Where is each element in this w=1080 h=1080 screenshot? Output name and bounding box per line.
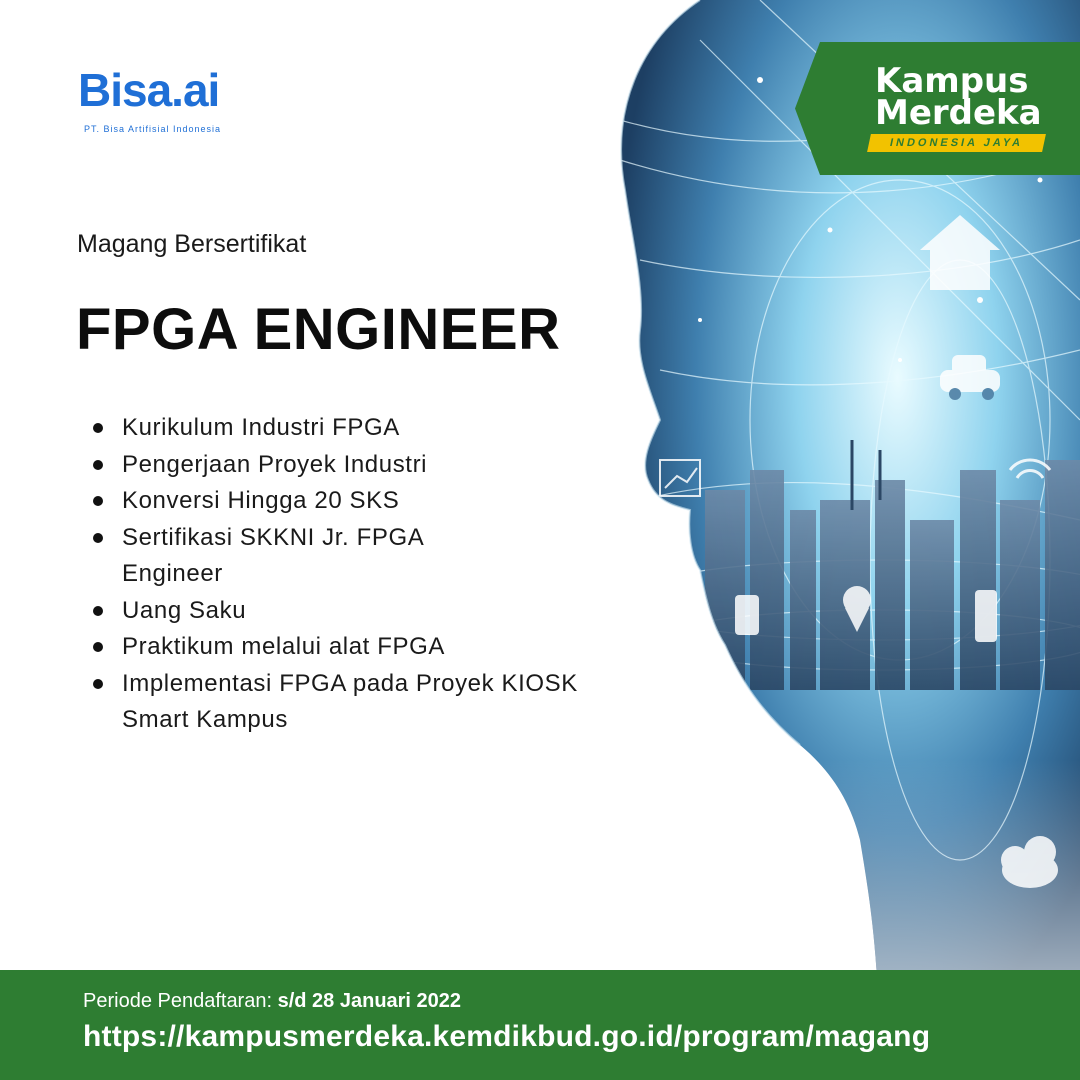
benefit-text: Uang Saku	[122, 596, 247, 624]
bullet-icon	[93, 460, 103, 470]
registration-period	[83, 990, 461, 1013]
benefit-item	[93, 629, 613, 666]
badge-ribbon: INDONESIA JAYA	[867, 134, 1046, 152]
period-value: s/d 28 Januari 2022	[277, 990, 462, 1012]
logo-wordmark: Bisa.ai	[78, 64, 220, 116]
bullet-icon	[93, 606, 103, 616]
badge-line-kampus: Kampus	[875, 61, 1029, 101]
benefit-item	[93, 593, 613, 630]
footer-bar	[0, 970, 1080, 1080]
bullet-icon	[93, 496, 103, 506]
program-kicker: Magang Bersertifikat	[77, 230, 307, 258]
badge-line-merdeka: Merdeka	[875, 93, 1042, 133]
benefit-item	[93, 410, 613, 447]
benefit-item	[93, 483, 613, 520]
benefit-item	[93, 666, 592, 739]
bullet-icon	[93, 423, 103, 433]
period-label: Periode Pendaftaran:	[83, 990, 273, 1012]
bullet-icon	[93, 642, 103, 652]
benefit-text: Sertifikasi SKKNI Jr. FPGA Engineer	[122, 523, 424, 587]
bullet-icon	[93, 533, 103, 543]
benefit-item	[93, 447, 613, 484]
logo-subtitle: PT. Bisa Artifisial Indonesia	[84, 124, 222, 134]
benefit-text: Praktikum melalui alat FPGA	[122, 633, 445, 660]
benefit-text: Kurikulum Industri FPGA	[122, 414, 400, 441]
bullet-icon	[93, 679, 103, 689]
registration-url[interactable]: https://kampusmerdeka.kemdikbud.go.id/program/magang	[83, 1020, 931, 1053]
kampus-merdeka-badge	[795, 42, 1080, 175]
benefit-item	[93, 520, 482, 593]
benefit-text: Pengerjaan Proyek Industri	[122, 450, 428, 478]
benefit-text: Implementasi FPGA pada Proyek KIOSK Smart Kampus	[122, 669, 578, 733]
benefits-list	[93, 410, 613, 739]
bisa-ai-logo	[78, 62, 248, 142]
benefit-text: Konversi Hingga 20 SKS	[122, 487, 400, 514]
position-title: FPGA ENGINEER	[76, 297, 561, 362]
